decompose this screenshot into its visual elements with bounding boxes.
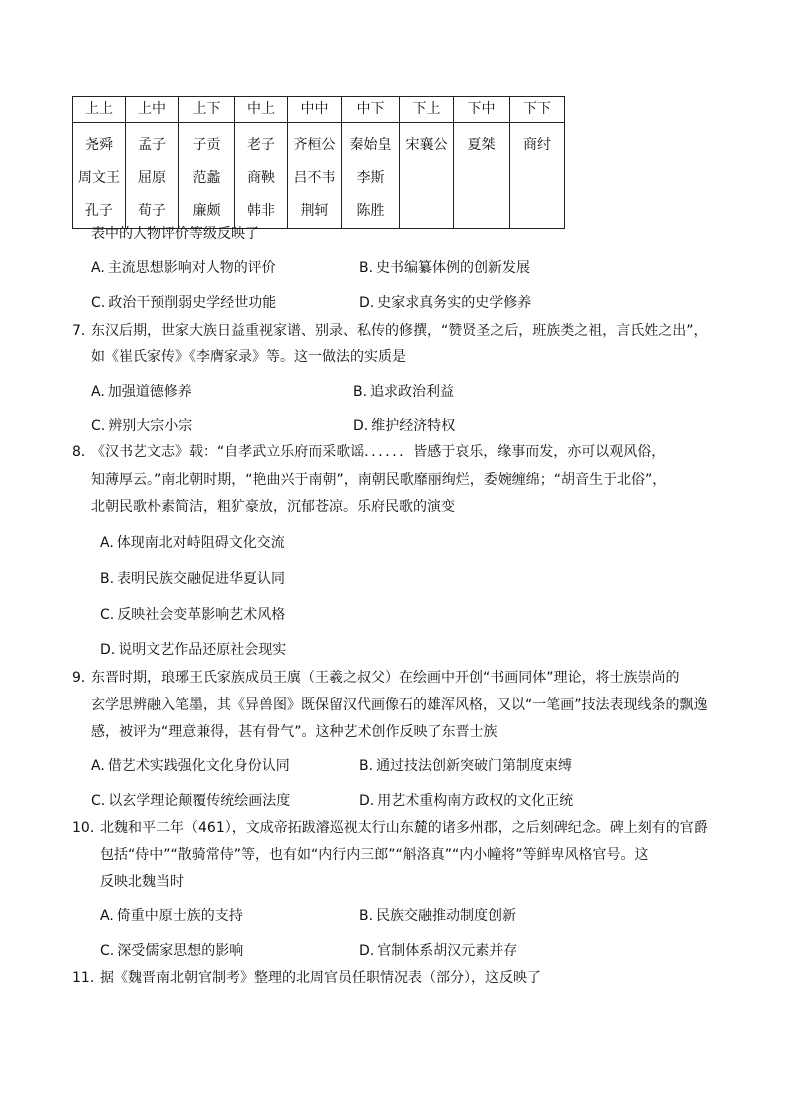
option-text: 说明文艺作品还原社会现实 bbox=[118, 642, 287, 658]
option-letter: D. bbox=[359, 295, 375, 311]
person-name: 屈原 bbox=[138, 170, 166, 186]
option-text: 政治干预削弱史学经世功能 bbox=[108, 295, 277, 311]
question-9-number: 9． bbox=[72, 670, 95, 686]
question-7-number: 7． bbox=[72, 323, 95, 339]
option-text: 借艺术实践强化文化身份认同 bbox=[107, 758, 290, 774]
option-letter: A. bbox=[100, 908, 114, 924]
person-name: 范蠡 bbox=[192, 170, 221, 186]
person-name: 周文王 bbox=[78, 170, 120, 186]
q9-option-a bbox=[91, 756, 290, 776]
question-10-text: 包括“侍中”“散骑常侍”等，也有如“内行内三郎”“斛洛真”“内小幢将”等鲜卑风格官号。这 bbox=[100, 847, 649, 863]
option-text: 体现南北对峙阻碍文化交流 bbox=[116, 535, 285, 551]
option-text: 追求政治利益 bbox=[370, 384, 455, 400]
option-letter: A. bbox=[91, 384, 105, 400]
table-header-cell: 下上 bbox=[400, 97, 454, 123]
option-letter: D. bbox=[359, 943, 375, 959]
question-8-number: 8． bbox=[72, 444, 95, 460]
table-cell bbox=[510, 123, 565, 229]
option-letter: B. bbox=[359, 908, 374, 924]
option-text: 以玄学理论颠覆传统绘画法度 bbox=[108, 793, 291, 809]
q8-option-c bbox=[100, 605, 285, 625]
question-10-number: 10． bbox=[72, 820, 104, 836]
option-text: 主流思想影响对人物的评价 bbox=[107, 260, 276, 276]
q6-option-b bbox=[359, 258, 530, 278]
q10-option-c bbox=[100, 941, 243, 961]
person-name: 廉颇 bbox=[192, 203, 221, 219]
table-header-row bbox=[73, 97, 565, 123]
table-header-cell: 中中 bbox=[288, 97, 342, 123]
person-name: 李斯 bbox=[356, 170, 385, 186]
option-letter: C. bbox=[91, 418, 106, 434]
q9-option-b bbox=[359, 756, 572, 776]
table-cell bbox=[454, 123, 510, 229]
table-cell bbox=[342, 123, 400, 229]
q7-option-b bbox=[353, 382, 454, 402]
question-8-text: 北朝民歌朴素简洁，粗犷豪放，沉郁苍凉。乐府民歌的演变 bbox=[91, 499, 455, 515]
table-cell bbox=[235, 123, 288, 229]
question-11-number: 11． bbox=[72, 970, 104, 986]
person-name: 吕不韦 bbox=[293, 170, 336, 186]
q9-option-d bbox=[359, 791, 573, 811]
q7-option-d bbox=[353, 416, 455, 436]
option-text: 维护经济特权 bbox=[371, 418, 456, 434]
table-cell bbox=[126, 123, 179, 229]
option-text: 史家求真务实的史学修养 bbox=[377, 295, 532, 311]
question-9-text: 玄学思辨融入笔墨，其《异兽图》既保留汉代画像石的雄浑风格，又以“一笔画”技法表现线条的飘逸 bbox=[91, 697, 708, 713]
option-letter: A. bbox=[100, 535, 114, 551]
q8-option-d bbox=[100, 640, 286, 660]
q10-option-d bbox=[359, 941, 517, 961]
question-7-text: 东汉后期，世家大族日益重视家谱、别录、私传的修撰，“赞贤圣之后，班族类之祖，言氏姓之出”， bbox=[91, 323, 708, 339]
option-letter: B. bbox=[100, 571, 115, 587]
table-cell bbox=[73, 123, 126, 229]
table-header-cell: 下中 bbox=[454, 97, 510, 123]
q8-option-a bbox=[100, 533, 285, 553]
person-name: 宋襄公 bbox=[405, 137, 448, 153]
q6-option-d bbox=[359, 293, 531, 313]
option-text: 倚重中原士族的支持 bbox=[116, 908, 243, 924]
option-letter: A. bbox=[91, 758, 105, 774]
option-letter: A. bbox=[91, 260, 105, 276]
person-name: 齐桓公 bbox=[293, 137, 336, 153]
question-9-text: 东晋时期，琅琊王氏家族成员王廙（王羲之叔父）在绘画中开创“书画同体”理论，将士族崇尚的 bbox=[91, 670, 680, 686]
q8-option-b bbox=[100, 569, 285, 589]
person-name: 老子 bbox=[247, 137, 275, 153]
person-name: 子贡 bbox=[192, 137, 221, 153]
option-letter: C. bbox=[100, 607, 115, 623]
person-name: 荆轲 bbox=[300, 203, 329, 219]
table-header-cell: 中下 bbox=[342, 97, 400, 123]
person-name: 孔子 bbox=[85, 203, 113, 219]
q6-option-c bbox=[91, 293, 276, 313]
table-header-cell: 上中 bbox=[126, 97, 179, 123]
option-text: 加强道德修养 bbox=[107, 384, 192, 400]
option-text: 表明民族交融促进华夏认同 bbox=[117, 571, 286, 587]
option-letter: D. bbox=[100, 642, 116, 658]
person-name: 商鞅 bbox=[247, 170, 275, 186]
option-text: 用艺术重构南方政权的文化正统 bbox=[377, 793, 574, 809]
question-10-text: 北魏和平二年（461），文成帝拓跋濬巡视太行山东麓的诸多州郡，之后刻碑纪念。碑上刻有的官爵 bbox=[100, 820, 708, 836]
q6-option-a bbox=[91, 258, 276, 278]
table-cell bbox=[179, 123, 235, 229]
q10-option-b bbox=[359, 906, 516, 926]
option-letter: B. bbox=[353, 384, 368, 400]
person-name: 秦始皇 bbox=[349, 137, 392, 153]
table-header-cell: 下下 bbox=[510, 97, 565, 123]
option-text: 民族交融推动制度创新 bbox=[376, 908, 517, 924]
character-grade-table bbox=[72, 96, 565, 229]
table-cell bbox=[288, 123, 342, 229]
option-text: 深受儒家思想的影响 bbox=[117, 943, 244, 959]
person-name: 荀子 bbox=[138, 203, 166, 219]
table-header-cell: 上下 bbox=[179, 97, 235, 123]
table-header-cell: 中上 bbox=[235, 97, 288, 123]
q7-option-a bbox=[91, 382, 192, 402]
person-name: 商纣 bbox=[523, 137, 551, 153]
option-letter: B. bbox=[359, 260, 374, 276]
person-name: 孟子 bbox=[138, 137, 166, 153]
person-name: 尧舜 bbox=[85, 137, 113, 153]
option-letter: C. bbox=[91, 295, 106, 311]
question-6-stem: 表中的人物评价等级反映了 bbox=[91, 226, 259, 242]
table-header-cell: 上上 bbox=[73, 97, 126, 123]
option-text: 通过技法创新突破门第制度束缚 bbox=[376, 758, 573, 774]
person-name: 夏桀 bbox=[467, 137, 496, 153]
question-8-text: 知薄厚云。”南北朝时期，“艳曲兴于南朝”，南朝民歌靡丽绚烂，委婉缠绵；“胡音生于北俗”， bbox=[91, 472, 667, 488]
person-name: 韩非 bbox=[247, 203, 275, 219]
question-11-text: 据《魏晋南北朝官制考》整理的北周官员任职情况表（部分），这反映了 bbox=[100, 970, 541, 986]
option-letter: D. bbox=[353, 418, 369, 434]
table-cell bbox=[400, 123, 454, 229]
table-row bbox=[73, 123, 565, 229]
q7-option-c bbox=[91, 416, 192, 436]
question-9-text: 感，被评为“理意兼得，甚有骨气”。这种艺术创作反映了东晋士族 bbox=[91, 724, 498, 740]
question-10-text: 反映北魏当时 bbox=[100, 874, 184, 890]
option-text: 史书编纂体例的创新发展 bbox=[376, 260, 531, 276]
q10-option-a bbox=[100, 906, 243, 926]
option-letter: D. bbox=[359, 793, 375, 809]
option-text: 辨别大宗小宗 bbox=[108, 418, 193, 434]
option-letter: B. bbox=[359, 758, 374, 774]
option-letter: C. bbox=[100, 943, 115, 959]
option-text: 官制体系胡汉元素并存 bbox=[377, 943, 518, 959]
option-text: 反映社会变革影响艺术风格 bbox=[117, 607, 286, 623]
option-letter: C. bbox=[91, 793, 106, 809]
question-7-text: 如《崔氏家传》《李膺家录》等。这一做法的实质是 bbox=[91, 349, 406, 365]
question-8-text: 《汉书艺文志》载：“自孝武立乐府而采歌谣．．．．．．皆感于哀乐，缘事而发，亦可以观风俗， bbox=[91, 444, 666, 460]
person-name: 陈胜 bbox=[356, 203, 385, 219]
q9-option-c bbox=[91, 791, 290, 811]
